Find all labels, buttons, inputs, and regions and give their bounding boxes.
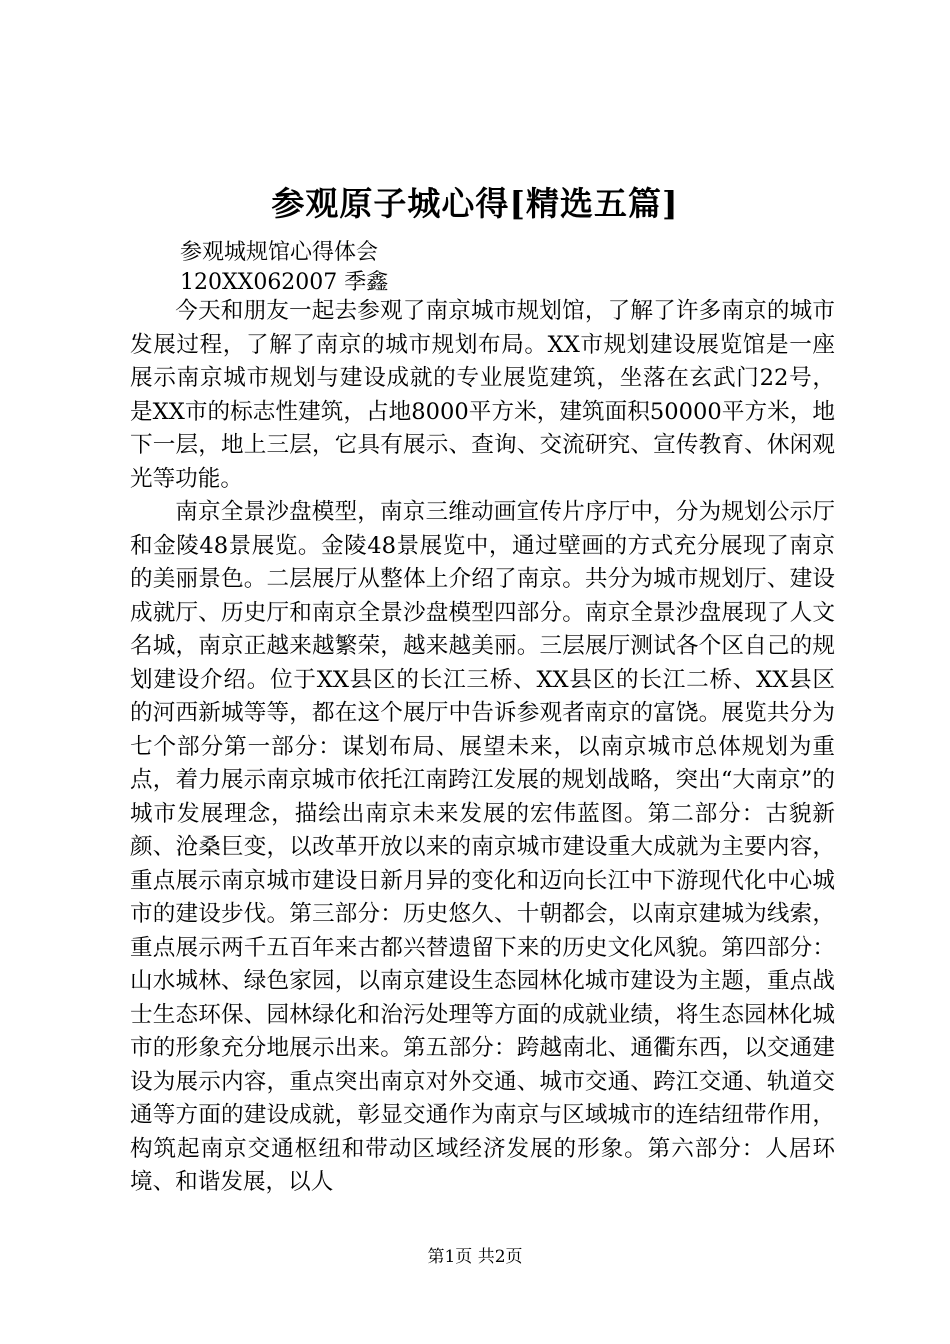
document-title: 参观原子城心得[精选五篇]: [271, 184, 679, 223]
document-body: [130, 295, 835, 1200]
page-indicator: 第1页 共2页: [427, 1247, 523, 1267]
paragraph-2: 南京全景沙盘模型，南京三维动画宣传片序厅中，分为规划公示厅和金陵48景展览。金陵48景展览中，通过壁画的方式充分展现了南京的美丽景色。二层展厅从整体上介绍了南京。共分为城市规划厅、建设成就厅、历史厅和南京全景沙盘模型四部分。南京全景沙盘展现了人文名城，南京正越来越繁荣，越来越美丽。三层展厅测试各个区自己的规划建设介绍。位于XX县区的长江三桥、XX县区的长江二桥、XX县区的河西新城等等，都在这个展厅中告诉参观者南京的富饶。展览共分为七个部分第一部分：谋划布局、展望未来，以南京城市总体规划为重点，着力展示南京城市依托江南跨江发展的规划战略，突出“大南京”的城市发展理念，描绘出南京未来发展的宏伟蓝图。第二部分：古貌新颜、沧桑巨变，以改革开放以来的南京城市建设重大成就为主要内容，重点展示南京城市建设日新月异的变化和迈向长江中下游现代化中心城市的建设步伐。第三部分：历史悠久、十朝都会，以南京建城为线索，重点展示两千五百年来古都兴替遗留下来的历史文化风貌。第四部分：山水城林、绿色家园，以南京建设生态园林化城市建设为主题，重点战士生态环保、园林绿化和治污处理等方面的成就业绩，将生态园林化城市的形象充分地展示出来。第五部分：跨越南北、通衢东西，以交通建设为展示内容，重点突出南京对外交通、城市交通、跨江交通、轨道交通等方面的建设成就，彰显交通作为南京与区域城市的连结纽带作用，构筑起南京交通枢纽和带动区域经济发展的形象。第六部分：人居环境、和谐发展，以人: [130, 499, 835, 1195]
paragraph-1: 今天和朋友一起去参观了南京城市规划馆，了解了许多南京的城市发展过程，了解了南京的城市规划布局。XX市规划建设展览馆是一座展示南京城市规划与建设成就的专业展览建筑，坐落在玄武门22号，是XX市的标志性建筑，占地8000平方米，建筑面积50000平方米，地下一层，地上三层，它具有展示、查询、交流研究、宣传教育、休闲观光等功能。: [130, 298, 835, 492]
author-line: 120XX062007 季鑫: [180, 270, 389, 295]
document-subtitle: 参观城规馆心得体会: [180, 240, 379, 265]
